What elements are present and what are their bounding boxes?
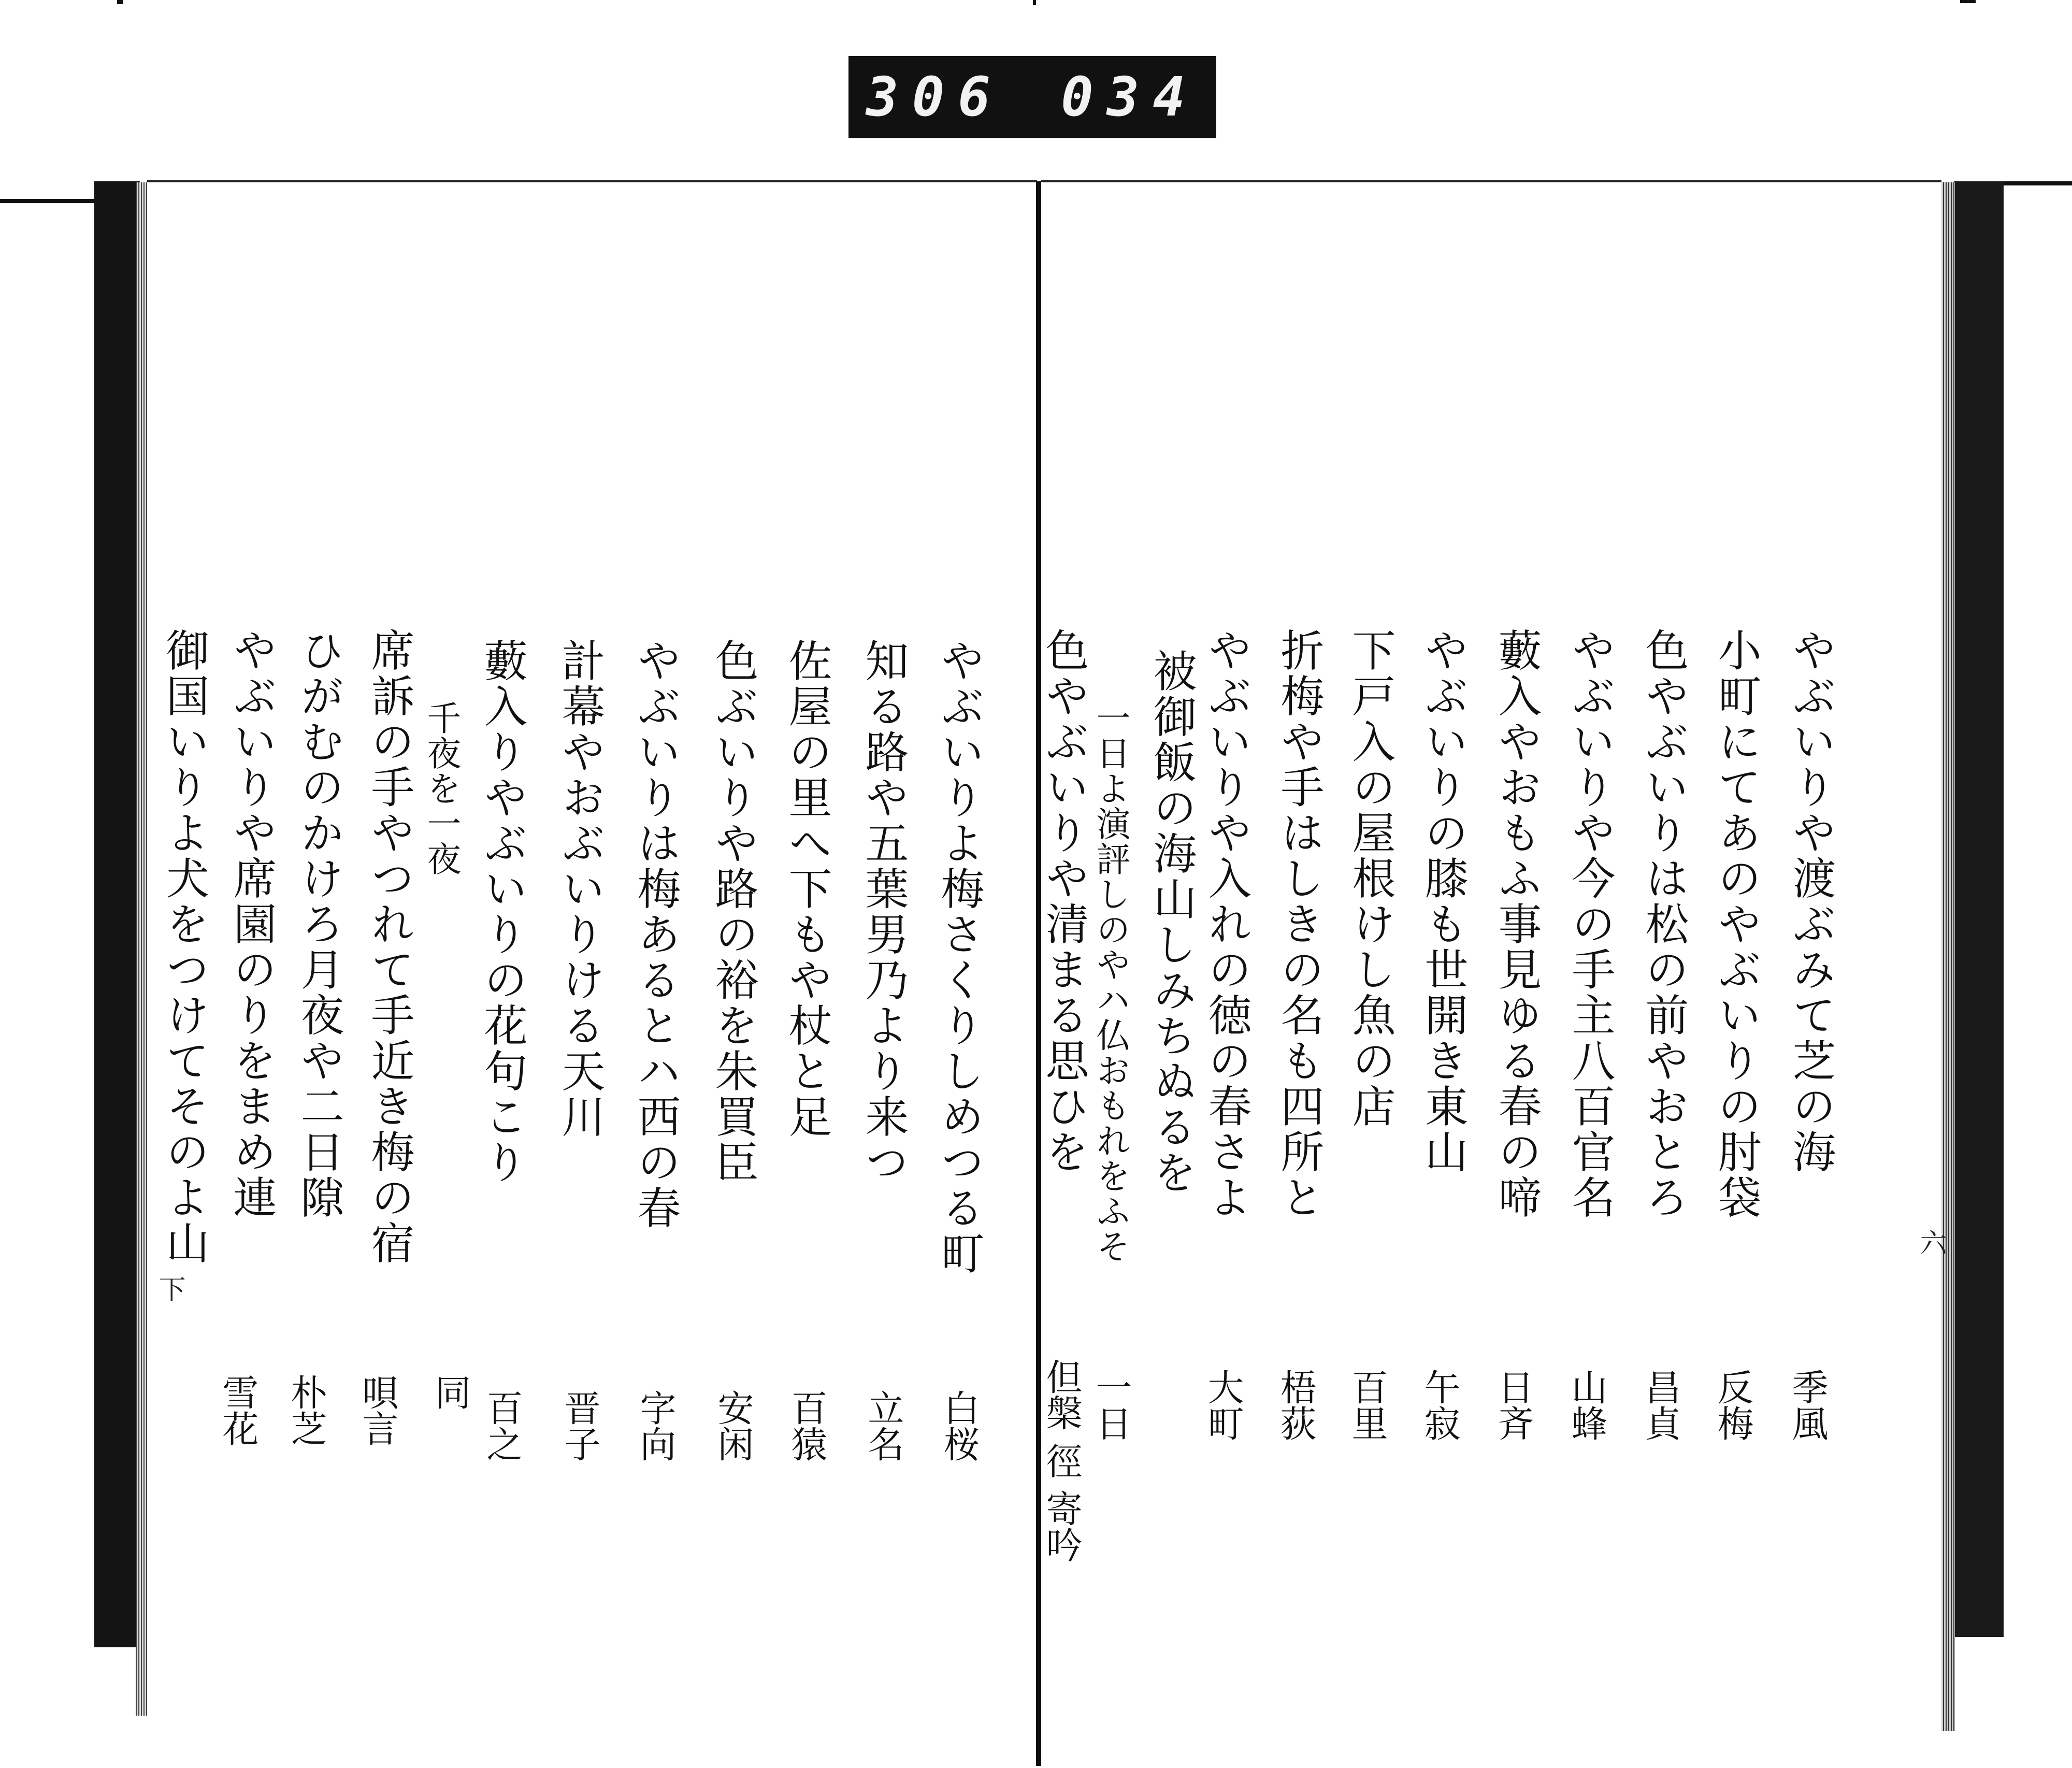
verse-text: 計幕やおぶいりける天川	[555, 638, 606, 1140]
verse-author: 字向	[634, 1389, 677, 1462]
verse-column	[708, 638, 759, 1185]
scan-tick	[117, 0, 123, 4]
margin-note: 六	[1915, 1229, 1946, 1256]
verse-text: 御国いりよ犬をつけてそのよ山	[159, 628, 210, 1266]
left-page	[147, 180, 1037, 1768]
verse-text: 折梅や手はしきの名も四所と	[1274, 628, 1325, 1220]
verse-column	[934, 638, 985, 1276]
verse-column	[1711, 628, 1762, 1220]
verse-column	[477, 638, 528, 1185]
verse-text: 被御飯の海山しみちぬるを	[1146, 649, 1197, 1196]
verse-text: やぶいりや今の手主八百官名	[1565, 628, 1616, 1220]
verse-author: 山蜂	[1565, 1369, 1608, 1441]
verse-column	[555, 638, 606, 1140]
verse-column	[226, 628, 277, 1220]
verse-column	[1786, 628, 1836, 1175]
verse-column	[1039, 628, 1089, 1175]
frame-number-left: 306	[866, 65, 1004, 128]
scan-rule-left	[0, 199, 98, 203]
verse-author: 雪花	[217, 1374, 259, 1446]
verse-column	[1345, 628, 1396, 1129]
verse-author: 大町	[1202, 1369, 1244, 1441]
verse-author: 朴芝	[285, 1374, 327, 1446]
verse-column	[1638, 628, 1689, 1220]
verse-text: やぶいりの膝も世開き東山	[1418, 628, 1469, 1175]
verse-text: 藪入りやぶいりの花句こり	[477, 638, 528, 1185]
verse-author: 晋子	[558, 1389, 601, 1462]
frame-number-right: 034	[1061, 65, 1199, 128]
margin-note: 下	[154, 1275, 185, 1302]
verse-column	[1565, 628, 1616, 1220]
verse-author: 百之	[481, 1389, 523, 1462]
verse-author: 日斉	[1492, 1369, 1534, 1441]
verse-author: 但槃 徑 寄吟	[1040, 1358, 1083, 1563]
verse-text: 小町にてあのやぶいりの肘袋	[1711, 628, 1762, 1220]
verse-text: 佐屋の里へ下もや杖と足	[782, 638, 832, 1140]
verse-author: 安闲	[712, 1389, 754, 1462]
verse-author: 百猿	[785, 1389, 828, 1462]
page-edges-right	[1941, 182, 1955, 1731]
verse-text: やぶいりや渡ぶみて芝の海	[1786, 628, 1836, 1175]
verse-column	[159, 628, 210, 1266]
book-spine-left	[94, 181, 140, 1647]
verse-column	[294, 628, 344, 1220]
verse-text: やぶいりや入れの徳の春さよ	[1201, 628, 1252, 1220]
right-page	[1039, 180, 1946, 1768]
verse-column	[1146, 649, 1197, 1196]
verse-heading: 千夜を一夜	[421, 700, 461, 876]
verse-column	[1418, 628, 1469, 1175]
verse-column	[1201, 628, 1252, 1220]
verse-text: 藪入やおもふ事見ゆる春の啼	[1491, 628, 1542, 1220]
verse-author: 一日	[1090, 1369, 1132, 1441]
verse-column	[1274, 628, 1325, 1220]
verse-author: 反梅	[1711, 1369, 1754, 1441]
book-spine-right	[1954, 181, 2004, 1637]
verse-text: 下戸入の屋根けし魚の店	[1345, 628, 1396, 1129]
verse-text: 色ぶいりや路の裕を朱買臣	[708, 638, 759, 1185]
verse-text: やぶいりは梅あるとハ西の春	[630, 638, 681, 1231]
verse-author: 同	[429, 1374, 471, 1410]
verse-author: 昌貞	[1639, 1369, 1681, 1441]
scan-tick	[1960, 0, 1976, 3]
verse-column	[1090, 700, 1130, 1264]
page-edges-left	[136, 182, 147, 1716]
scan-tick	[1033, 0, 1036, 5]
verse-column	[1491, 628, 1542, 1220]
verse-column	[858, 638, 909, 1185]
verse-text: 知る路や五葉男乃より来つ	[858, 638, 909, 1185]
verse-text: ひがむのかけろ月夜や二日隙	[294, 628, 344, 1220]
verse-text: 色やぶいりは松の前やおとろ	[1638, 628, 1689, 1220]
verse-column	[630, 638, 681, 1231]
verse-text: 一日よ演評しのやハ仏おもれをふそ	[1090, 700, 1130, 1264]
scan-rule-right	[2001, 181, 2072, 185]
verse-author: 立名	[862, 1389, 904, 1462]
verse-author: 白桜	[938, 1389, 980, 1462]
verse-author: 季風	[1786, 1369, 1829, 1441]
verse-column	[421, 700, 461, 876]
verse-column	[782, 638, 832, 1140]
verse-text: 席訴の手やつれて手近き梅の宿	[364, 628, 415, 1266]
verse-author: 唄言	[356, 1374, 399, 1446]
verse-text: やぶいりよ梅さくりしめつる町	[934, 638, 985, 1276]
verse-author: 梧荻	[1274, 1369, 1317, 1441]
frame-number-plate	[848, 56, 1216, 138]
verse-author: 百里	[1346, 1369, 1388, 1441]
verse-author: 午寂	[1418, 1369, 1461, 1441]
verse-column	[364, 628, 415, 1266]
verse-text: 色やぶいりや清まる思ひを	[1039, 628, 1089, 1175]
verse-text: やぶいりや席園のりをまめ連	[226, 628, 277, 1220]
